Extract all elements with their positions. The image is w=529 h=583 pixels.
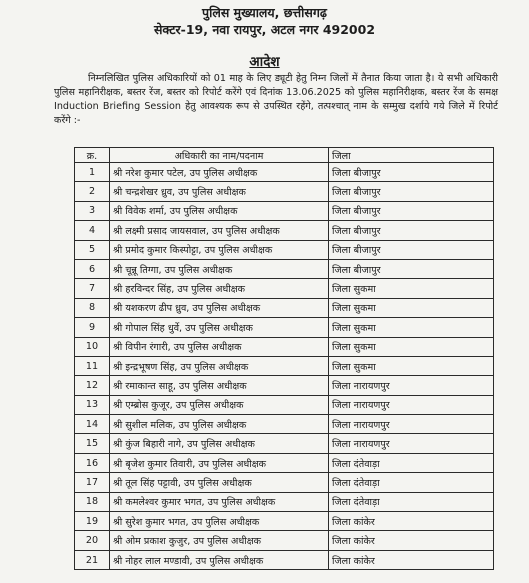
table-row	[75, 182, 494, 201]
row-district: जिला नारायणपुर	[329, 376, 494, 395]
row-serial: 20	[75, 531, 110, 550]
row-district: जिला सुकमा	[329, 318, 494, 337]
table-row	[75, 376, 494, 395]
row-serial: 8	[75, 298, 110, 317]
row-serial: 21	[75, 550, 110, 569]
table-row	[75, 415, 494, 434]
table-body	[75, 163, 494, 570]
table-row	[75, 434, 494, 453]
row-officer-name: श्री विवेक शर्मा, उप पुलिस अधीक्षक	[110, 201, 329, 220]
row-district: जिला बीजापुर	[329, 221, 494, 240]
row-district: जिला कांकेर	[329, 512, 494, 531]
row-district: जिला बीजापुर	[329, 201, 494, 220]
row-officer-name: श्री ओम प्रकाश कुजुर, उप पुलिस अधीक्षक	[110, 531, 329, 550]
table-row	[75, 337, 494, 356]
row-serial: 19	[75, 512, 110, 531]
row-officer-name: श्री चन्द्रशेखर ध्रुव, उप पुलिस अधीक्षक	[110, 182, 329, 201]
row-serial: 11	[75, 356, 110, 375]
table-row	[75, 279, 494, 298]
row-district: जिला कांकेर	[329, 531, 494, 550]
row-district: जिला सुकमा	[329, 298, 494, 317]
table-row	[75, 550, 494, 569]
row-serial: 5	[75, 240, 110, 259]
row-officer-name: श्री यशकरण ढीप ध्रुव, उप पुलिस अधीक्षक	[110, 298, 329, 317]
row-district: जिला दंतेवाड़ा	[329, 453, 494, 472]
order-title-text: आदेश	[249, 54, 280, 70]
header-address: सेक्टर-19, नवा रायपुर, अटल नगर 492002	[153, 22, 376, 37]
header-district: जिला	[329, 148, 494, 163]
row-serial: 10	[75, 337, 110, 356]
row-officer-name: श्री सुशील मलिक, उप पुलिस अधीक्षक	[110, 415, 329, 434]
row-serial: 16	[75, 453, 110, 472]
row-district: जिला सुकमा	[329, 356, 494, 375]
row-officer-name: श्री गोपाल सिंह धुर्वे, उप पुलिस अधीक्षक	[110, 318, 329, 337]
row-officer-name: श्री सुरेश कुमार भगत, उप पुलिस अधीक्षक	[110, 512, 329, 531]
officer-table	[74, 147, 494, 570]
row-serial: 12	[75, 376, 110, 395]
row-serial: 6	[75, 259, 110, 278]
row-officer-name: श्री इन्द्रभूषण सिंह, उप पुलिस अधीक्षक	[110, 356, 329, 375]
row-district: जिला सुकमा	[329, 279, 494, 298]
table-row	[75, 163, 494, 182]
row-district: जिला नारायणपुर	[329, 434, 494, 453]
row-officer-name: श्री हरविन्दर सिंह, उप पुलिस अधीक्षक	[110, 279, 329, 298]
header-serial: क्र.	[75, 148, 110, 163]
row-district: जिला बीजापुर	[329, 163, 494, 182]
row-serial: 13	[75, 395, 110, 414]
row-officer-name: श्री कमलेश्वर कुमार भगत, उप पुलिस अधीक्षक	[110, 492, 329, 511]
order-paragraph: निम्नलिखित पुलिस अधिकारियों को 01 माह के लिए ड्यूटी हेतु निम्न जिलों में तैनात किया जाता है। ये सभी अधिकारी पुलिस महानिरीक्षक, बस्तर रेंज, बस्तर को रिपोर्ट करेंगे एवं दिनांक 13.06.2025 को पुलिस महानिरीक्षक, बस्तर रेंज के समक्ष Induction Briefing Session हेतु आवश्यक रूप से उपस्थित रहेंगे, तत्पश्चात् नाम के सम्मुख दर्शाये गये जिले में रिपोर्ट करेंगे :-	[54, 73, 498, 126]
order-title	[0, 52, 529, 70]
row-officer-name: श्री चून्नू तिग्गा, उप पुलिस अधीक्षक	[110, 259, 329, 278]
row-district: जिला बीजापुर	[329, 182, 494, 201]
row-serial: 14	[75, 415, 110, 434]
table-row	[75, 356, 494, 375]
row-officer-name: श्री प्रमोद कुमार किस्पोट्टा, उप पुलिस अधीक्षक	[110, 240, 329, 259]
table-row	[75, 512, 494, 531]
row-serial: 4	[75, 221, 110, 240]
row-serial: 7	[75, 279, 110, 298]
table-row	[75, 473, 494, 492]
table-header-row	[75, 148, 494, 163]
row-officer-name: श्री रमाकान्त साहू, उप पुलिस अधीक्षक	[110, 376, 329, 395]
header-office-name: पुलिस मुख्यालय, छत्तीसगढ़	[202, 5, 327, 20]
table-row	[75, 259, 494, 278]
row-officer-name: श्री लक्ष्मी प्रसाद जायसवाल, उप पुलिस अधीक्षक	[110, 221, 329, 240]
row-officer-name: श्री विपीन रंगारी, उप पुलिस अधीक्षक	[110, 337, 329, 356]
table-row	[75, 221, 494, 240]
row-officer-name: श्री बृजेश कुमार तिवारी, उप पुलिस अधीक्षक	[110, 453, 329, 472]
table-row	[75, 453, 494, 472]
row-district: जिला बीजापुर	[329, 240, 494, 259]
row-serial: 17	[75, 473, 110, 492]
row-serial: 18	[75, 492, 110, 511]
table-row	[75, 318, 494, 337]
table-row	[75, 531, 494, 550]
row-district: जिला बीजापुर	[329, 259, 494, 278]
row-district: जिला कांकेर	[329, 550, 494, 569]
row-serial: 1	[75, 163, 110, 182]
row-serial: 3	[75, 201, 110, 220]
row-officer-name: श्री तूल सिंह पट्टावी, उप पुलिस अधीक्षक	[110, 473, 329, 492]
table-row	[75, 240, 494, 259]
row-district: जिला दंतेवाड़ा	[329, 473, 494, 492]
row-district: जिला दंतेवाड़ा	[329, 492, 494, 511]
row-serial: 9	[75, 318, 110, 337]
row-officer-name: श्री कुंज बिहारी नागे, उप पुलिस अधीक्षक	[110, 434, 329, 453]
row-officer-name: श्री नोहर लाल मण्डावी, उप पुलिस अधीक्षक	[110, 550, 329, 569]
header-officer-name: अधिकारी का नाम/पदनाम	[110, 148, 329, 163]
table-row	[75, 298, 494, 317]
table-row	[75, 395, 494, 414]
row-officer-name: श्री एम्ब्रोस कुजूर, उप पुलिस अधीक्षक	[110, 395, 329, 414]
row-serial: 15	[75, 434, 110, 453]
row-district: जिला नारायणपुर	[329, 395, 494, 414]
row-district: जिला सुकमा	[329, 337, 494, 356]
row-serial: 2	[75, 182, 110, 201]
table-row	[75, 201, 494, 220]
row-officer-name: श्री नरेश कुमार पटेल, उप पुलिस अधीक्षक	[110, 163, 329, 182]
table-row	[75, 492, 494, 511]
row-district: जिला नारायणपुर	[329, 415, 494, 434]
